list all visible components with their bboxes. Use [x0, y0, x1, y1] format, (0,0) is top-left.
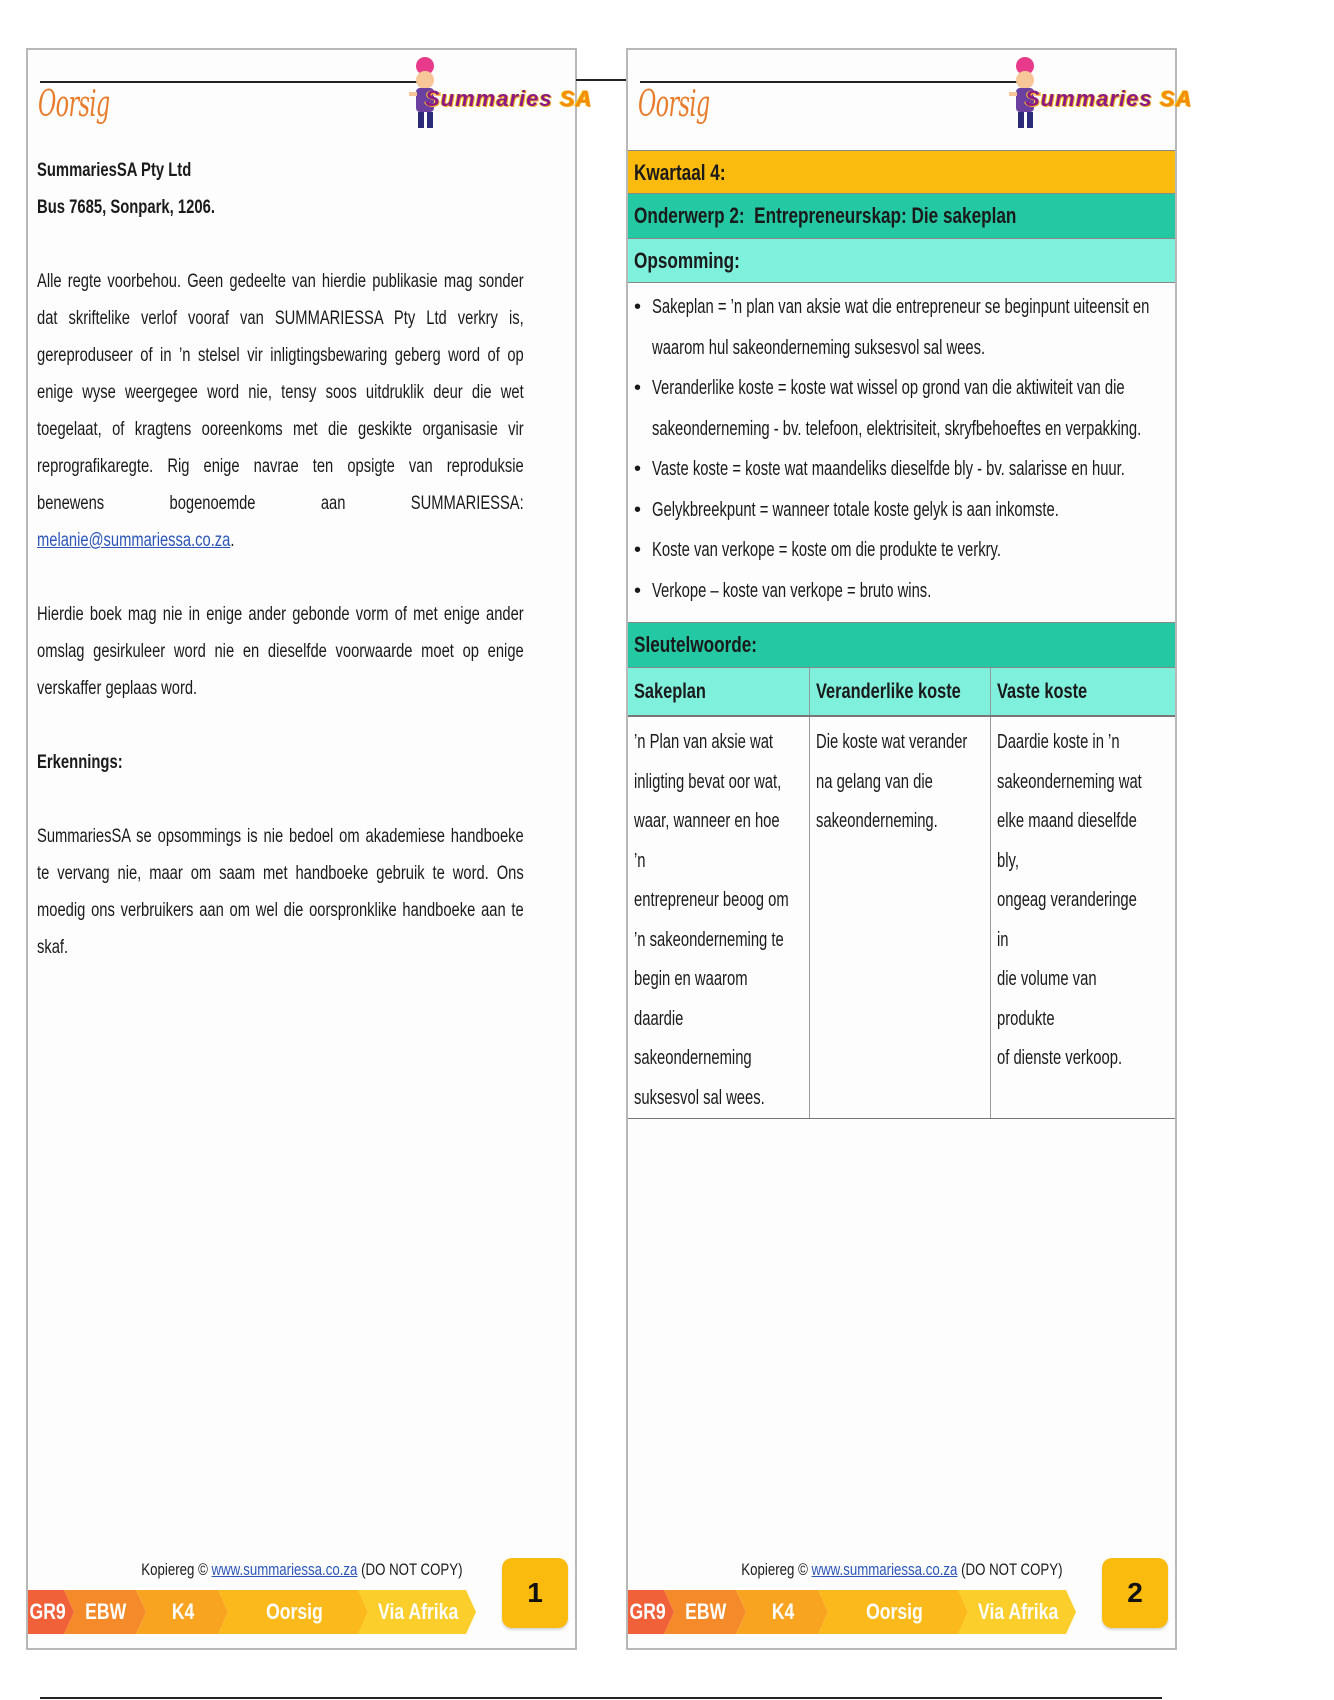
- breadcrumb-subject[interactable]: EBW: [685, 1599, 727, 1624]
- page-1: [26, 48, 593, 1650]
- list-item: • Veranderlike koste = koste wat wissel op grond van die aktiwiteit van die: [634, 368, 1334, 409]
- table-cell: ’n Plan van aksie wat inligting bevat oor wat, waar, wanneer en hoe ’n entrepreneur beoog om ’n sakeonderneming te begin en waarom daardie sakeonderneming suksesvol sal wees.: [628, 716, 809, 1119]
- table-header-cell: Veranderlike koste: [809, 668, 990, 716]
- company-name: SummariesSA Pty Ltd: [37, 160, 192, 181]
- keywords-table: [628, 668, 1175, 1119]
- breadcrumb-section[interactable]: Oorsig: [265, 1599, 323, 1624]
- list-item: • Gelykbreekpunt = wanneer totale koste gelyk is aan inkomste.: [634, 490, 1334, 531]
- breadcrumb-section[interactable]: Oorsig: [865, 1599, 923, 1624]
- page-connector-rule: [576, 79, 626, 81]
- summary-list: [634, 287, 1334, 611]
- breadcrumb-grade[interactable]: GR9: [629, 1599, 667, 1624]
- keywords-heading: Sleutelwoorde:: [634, 632, 757, 657]
- term-label: Kwartaal 4:: [634, 160, 726, 185]
- breadcrumb-term[interactable]: K4: [171, 1599, 195, 1624]
- header-rule: [40, 81, 418, 83]
- table-cell: Daardie koste in ’n sakeonderneming wat elke maand dieselfde bly, ongeag veranderinge in die volume van produkte of dienste verkoop.: [990, 716, 1175, 1119]
- acknowledgements-paragraph: SummariesSA se opsommings is nie bedoel om akademiese handboeke te vervang nie, maar om saam met handboeke gebruik te word. Ons moedig ons verbruikers aan om wel die oorspronklike handboeke aan te skaf.: [37, 826, 524, 958]
- keywords-banner: [628, 622, 1175, 668]
- table-header-cell: Vaste koste: [990, 668, 1175, 716]
- page-title: Oorsig: [638, 84, 710, 125]
- binding-paragraph: Hierdie boek mag nie in enige ander gebonde vorm of met enige ander omslag gesirkuleer word nie en dieselfde voorwaarde moet op enige verskaffer geplaas word.: [37, 604, 524, 699]
- page-1-content: [37, 152, 677, 966]
- page-number: 2: [1102, 1558, 1168, 1628]
- list-item: • Verkope – koste van verkope = bruto wins.: [634, 571, 1334, 612]
- summariessa-logo: [405, 52, 593, 134]
- logo-wordmark: Summaries SA: [425, 86, 593, 111]
- table-cell: Die koste wat verander na gelang van die sakeonderneming.: [809, 716, 990, 1119]
- breadcrumb-publisher[interactable]: Via Afrika: [377, 1599, 459, 1624]
- topic-banner: [628, 194, 1175, 239]
- list-item: • Vaste koste = koste wat maandeliks dieselfde bly - bv. salarisse en huur.: [634, 449, 1334, 490]
- breadcrumb: [628, 1590, 1076, 1634]
- term-banner: [628, 150, 1175, 194]
- list-item-continuation: waarom hul sakeonderneming suksesvol sal wees.: [652, 336, 986, 359]
- rights-paragraph: Alle regte voorbehou. Geen gedeelte van hierdie publikasie mag sonder dat skriftelike verlof vooraf van SUMMARIESSA Pty Ltd verkry is, gereproduseer of in ’n stelsel vir inligtingsbewaring geberg word of op enige wyse weergegee word nie, tensy soos uitdruklik deur die wet toegelaat, of kragtens ooreenkoms met die geskikte organisasie vir reprografikaregte. Rig enige navrae ten opsigte van reproduksie benewens bogenoemde aan SUMMARIESSA: melanie@summariessa.co.za.: [37, 271, 524, 551]
- website-link[interactable]: www.summariessa.co.za: [811, 1560, 958, 1579]
- breadcrumb: [28, 1590, 476, 1634]
- list-item-continuation: sakeonderneming - bv. telefoon, elektrisiteit, skryfbehoeftes en verpakking.: [652, 417, 1142, 440]
- summary-heading: Opsomming:: [634, 248, 740, 273]
- copyright-line: Kopiereg © www.summariessa.co.za (DO NOT COPY): [740, 1560, 1063, 1579]
- topic-label: Onderwerp 2: Entrepreneurskap: Die sakeplan: [634, 203, 1017, 228]
- breadcrumb-term[interactable]: K4: [771, 1599, 795, 1624]
- table-header-row: [628, 668, 1175, 716]
- company-address: Bus 7685, Sonpark, 1206.: [37, 197, 215, 218]
- page-number: 1: [502, 1558, 568, 1628]
- table-row: [628, 716, 1175, 1119]
- acknowledgements-heading: Erkennings:: [37, 752, 123, 773]
- logo-wordmark: Summaries SA: [1025, 86, 1193, 111]
- website-link[interactable]: www.summariessa.co.za: [211, 1560, 358, 1579]
- page-2: [626, 48, 1193, 1650]
- copyright-line: Kopiereg © www.summariessa.co.za (DO NOT COPY): [140, 1560, 463, 1579]
- list-item: • Koste van verkope = koste om die produkte te verkry.: [634, 530, 1334, 571]
- breadcrumb-publisher[interactable]: Via Afrika: [977, 1599, 1059, 1624]
- summary-banner: [628, 239, 1175, 283]
- page-title: Oorsig: [38, 84, 110, 125]
- list-item: • Sakeplan = ’n plan van aksie wat die entrepreneur se beginpunt uiteensit en: [634, 287, 1334, 328]
- summariessa-logo: [1005, 52, 1193, 134]
- header-rule: [640, 81, 1018, 83]
- bottom-rule: [40, 1697, 1162, 1699]
- breadcrumb-grade[interactable]: GR9: [29, 1599, 67, 1624]
- table-header-cell: Sakeplan: [628, 668, 809, 716]
- email-link[interactable]: melanie@summariessa.co.za: [37, 530, 231, 551]
- breadcrumb-subject[interactable]: EBW: [85, 1599, 127, 1624]
